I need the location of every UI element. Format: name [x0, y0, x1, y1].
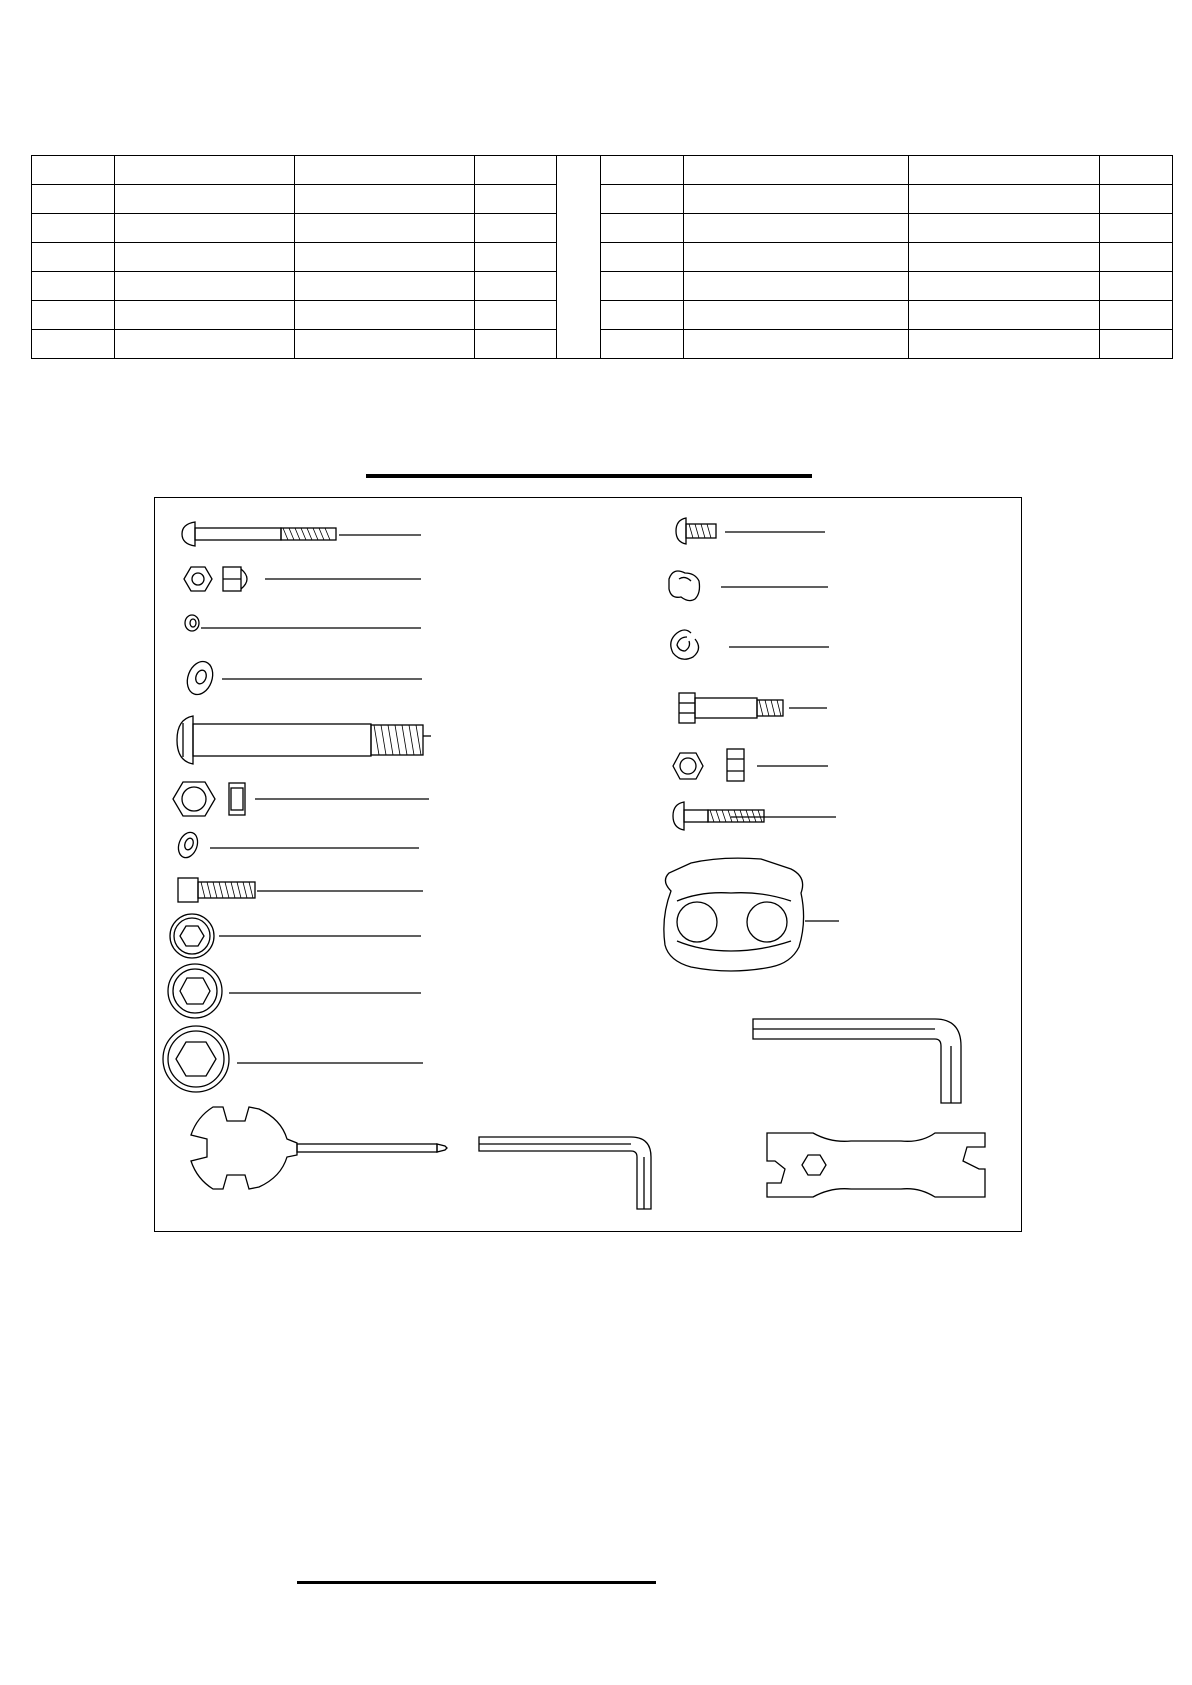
table-cell: [909, 272, 1100, 301]
table-cell: [684, 214, 909, 243]
table-cell: [32, 156, 115, 185]
wave-washer-icon: [669, 571, 828, 601]
table-cell: [684, 272, 909, 301]
table-cell: [115, 156, 295, 185]
socket-small-icon: [170, 914, 421, 958]
curved-washer-icon: [183, 658, 422, 698]
table-cell: [475, 243, 557, 272]
socket-large-icon: [163, 1026, 423, 1092]
allen-key-large-icon: [753, 1019, 961, 1103]
table-cell: [475, 185, 557, 214]
table-cell: [909, 301, 1100, 330]
table-row: [32, 185, 1173, 214]
table-cell: [684, 243, 909, 272]
table-cell: [295, 185, 475, 214]
bottom-rule: [297, 1581, 656, 1584]
table-row: [32, 272, 1173, 301]
table-cell: [1100, 272, 1173, 301]
multi-wrench-screwdriver-icon: [191, 1107, 447, 1189]
hex-nut-nylon-nut-icon: [673, 749, 828, 781]
table-cell: [475, 330, 557, 359]
table-cell: [295, 330, 475, 359]
table-cell: [115, 214, 295, 243]
split-lock-washer-icon: [671, 630, 829, 659]
table-cell: [601, 330, 684, 359]
table-cell: [601, 243, 684, 272]
hex-nut-cap-nut-icon: [184, 567, 421, 591]
table-cell: [115, 272, 295, 301]
table-cell: [32, 243, 115, 272]
table-row: [32, 330, 1173, 359]
table-cell: [909, 214, 1100, 243]
section-title-underline: [366, 474, 812, 478]
table-row: [32, 156, 1173, 185]
table-cell: [475, 156, 557, 185]
hex-bolt-icon: [679, 693, 827, 723]
table-row: [32, 243, 1173, 272]
table-cell: [909, 330, 1100, 359]
curved-washer-small-icon: [175, 830, 419, 861]
table-cell: [1100, 243, 1173, 272]
table-cell: [1100, 214, 1173, 243]
table-cell: [601, 272, 684, 301]
table-cell: [909, 156, 1100, 185]
table-cell: [295, 301, 475, 330]
table-cell: [32, 330, 115, 359]
table-cell: [684, 330, 909, 359]
table-cell: [295, 272, 475, 301]
short-button-bolt-icon: [676, 518, 825, 544]
table-cell: [475, 301, 557, 330]
table-row: [32, 214, 1173, 243]
table-cell: [1100, 185, 1173, 214]
table-cell: [32, 272, 115, 301]
hex-nut-large-icon: [173, 782, 429, 816]
table-cell: [1100, 156, 1173, 185]
table-cell: [601, 301, 684, 330]
table-cell: [115, 301, 295, 330]
table-cell: [909, 185, 1100, 214]
table-divider-cell: [557, 156, 601, 359]
table-cell: [115, 243, 295, 272]
table-cell: [1100, 330, 1173, 359]
table-cell: [684, 185, 909, 214]
table-cell: [115, 185, 295, 214]
split-lock-washer-small-icon: [185, 615, 421, 631]
table-cell: [32, 185, 115, 214]
table-cell: [475, 214, 557, 243]
table-row: [32, 301, 1173, 330]
double-ended-wrench-icon: [767, 1133, 985, 1197]
clamp-block-icon: [664, 858, 839, 971]
table-cell: [475, 272, 557, 301]
carriage-bolt-medium-icon: [673, 802, 836, 830]
table-cell: [909, 243, 1100, 272]
table-cell: [684, 156, 909, 185]
socket-medium-icon: [168, 964, 421, 1018]
table-cell: [115, 330, 295, 359]
table-cell: [601, 214, 684, 243]
table-cell: [32, 214, 115, 243]
carriage-bolt-long-icon: [182, 522, 421, 546]
table-cell: [32, 301, 115, 330]
table-cell: [684, 301, 909, 330]
parts-table: [31, 155, 1173, 359]
table-cell: [601, 185, 684, 214]
socket-head-cap-screw-icon: [178, 878, 423, 902]
table-cell: [295, 156, 475, 185]
table-cell: [295, 243, 475, 272]
table-cell: [295, 214, 475, 243]
hardware-pack-box: [154, 497, 1022, 1232]
button-head-bolt-large-icon: [177, 716, 431, 764]
allen-key-small-icon: [479, 1137, 651, 1209]
table-cell: [601, 156, 684, 185]
table-cell: [1100, 301, 1173, 330]
